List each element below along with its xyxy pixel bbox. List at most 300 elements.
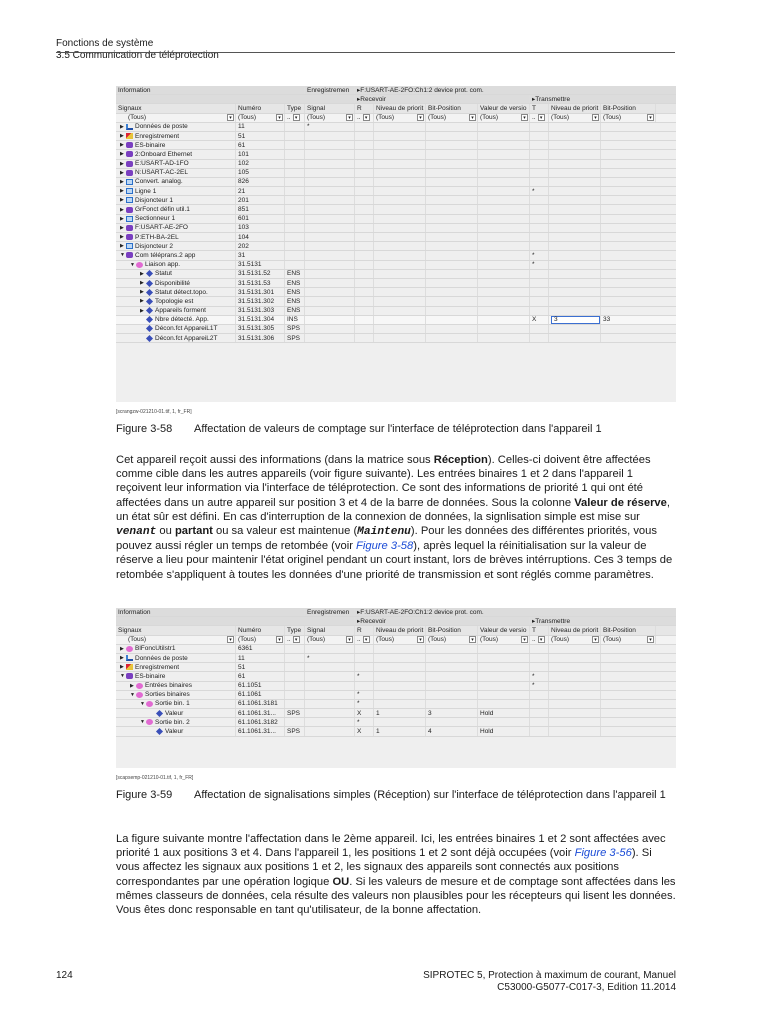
expand-icon[interactable]: ▶	[120, 133, 124, 140]
table-row[interactable]	[116, 261, 676, 270]
filter-value: (Tous)	[603, 636, 622, 644]
signal-name: BlFoncUtilstr1	[135, 645, 176, 653]
signal-number: 61	[238, 672, 246, 680]
signal-name: ES-binaire	[135, 141, 166, 149]
table-row[interactable]	[116, 233, 676, 242]
signal-name: Données de poste	[135, 654, 188, 662]
signal-number: 103	[238, 224, 249, 232]
expand-icon[interactable]: ▶	[140, 270, 144, 277]
expand-icon[interactable]: ▶	[120, 215, 124, 222]
table-row[interactable]	[116, 169, 676, 178]
figure-text: Affectation de valeurs de comptage sur l'interface de téléprotection dans l'appareil 1	[194, 423, 602, 435]
transmit-marker[interactable]: *	[532, 251, 535, 259]
filter-dropdown[interactable]	[238, 114, 284, 121]
group-record: Enregistremen	[307, 86, 350, 94]
bold-run: partant	[174, 525, 213, 538]
table-row[interactable]	[116, 682, 676, 691]
column-header[interactable]: Signaux	[118, 104, 142, 112]
signal-number: 21	[238, 187, 246, 195]
routing-matrix-table-2	[116, 608, 676, 768]
signal-number: 6361	[238, 645, 253, 653]
bold-run: Réception	[433, 454, 488, 466]
column-header[interactable]: Signal	[307, 104, 326, 112]
priority-input[interactable]	[551, 316, 600, 324]
signal-name: Nbre détecté. App.	[155, 316, 209, 324]
signal-number: 202	[238, 242, 249, 250]
signal-icon	[146, 270, 153, 277]
paragraph-1	[116, 453, 676, 582]
expand-icon[interactable]: ▶	[120, 243, 124, 250]
receive-priority[interactable]: 1	[376, 728, 380, 736]
table-row[interactable]	[116, 123, 676, 132]
expand-icon[interactable]: ▶	[120, 169, 124, 176]
filter-row	[116, 114, 676, 123]
filter-dropdown[interactable]	[128, 114, 235, 121]
column-header-row	[116, 626, 676, 635]
bold-run: Valeur de réserve	[574, 496, 667, 509]
signal-name: Topologie est	[155, 297, 194, 305]
filter-value: (Tous)	[428, 114, 447, 122]
column-header[interactable]: Type	[287, 626, 302, 634]
receive-bit-position[interactable]: 3	[428, 709, 432, 717]
expand-icon[interactable]: ▶	[140, 280, 144, 287]
signal-name: Sortie bin. 1	[155, 700, 190, 708]
signal-number: 105	[238, 169, 249, 177]
figure-source: [scapsemp-021210-01.tif, 1, fr_FR]	[116, 775, 194, 781]
expand-icon[interactable]: ▶	[120, 178, 124, 185]
function-group-icon	[126, 151, 133, 157]
table-row[interactable]	[116, 196, 676, 205]
transmit-marker[interactable]: *	[532, 261, 535, 269]
text-run: ), après lequel la réinitialisation sur la valeur de réserve a lieu pour maintenir l'état originel pendant un court instant, lors de brèves intérruptions. Ces 3 temps de retombée s'appliquent à toutes les données d'une priorité de transmission et sont réglés comme paramètres.	[116, 540, 673, 581]
expand-icon[interactable]: ▶	[120, 206, 124, 213]
table-row[interactable]	[116, 691, 676, 700]
expand-icon[interactable]: ▶	[120, 234, 124, 241]
signal-type: ENS	[287, 297, 301, 305]
chevron-down-icon[interactable]: ▾	[346, 636, 353, 643]
signal-name: Enregistrement	[135, 663, 180, 671]
expand-icon[interactable]: ▸	[357, 96, 361, 104]
signal-number: 61.1061.31...	[238, 709, 276, 717]
function-block-icon	[146, 719, 153, 725]
chevron-down-icon[interactable]: ▾	[346, 114, 353, 121]
filter-dropdown[interactable]	[376, 636, 425, 643]
table-row[interactable]	[116, 160, 676, 169]
signal-type: INS	[287, 316, 298, 324]
expand-icon[interactable]: ▶	[120, 664, 124, 671]
figure-number: Figure 3-59	[116, 789, 173, 801]
direction-header-row	[116, 617, 676, 626]
text-run: ). Si vous affectez les signaux aux positions 1 et 2, les signaux des appareils sont connectés aux positions correspondantes par une opération logique	[116, 847, 652, 888]
chevron-down-icon[interactable]: ▾	[521, 636, 528, 643]
transmit-marker[interactable]: X	[532, 316, 537, 324]
filter-dropdown[interactable]	[428, 114, 477, 121]
filter-value: (Tous)	[480, 114, 499, 122]
station-data-icon	[126, 124, 133, 130]
group-information: Information	[118, 86, 151, 94]
signal-number: 851	[238, 206, 249, 214]
signal-number: 31.5131.52	[238, 270, 271, 278]
filter-dropdown[interactable]	[376, 114, 425, 121]
table-row[interactable]	[116, 325, 676, 334]
table-row[interactable]	[116, 187, 676, 196]
signal-number: 826	[238, 178, 249, 186]
signal-name: GrFonct défin util.1	[135, 206, 190, 214]
filter-dropdown[interactable]	[307, 636, 354, 643]
column-header[interactable]: Niveau de priorit	[551, 104, 599, 112]
signal-name: ES-binaire	[135, 672, 166, 680]
signal-number: 61.1051	[238, 682, 262, 690]
expand-icon[interactable]: ▶	[130, 682, 134, 689]
signal-marker[interactable]: *	[307, 654, 310, 662]
function-group-icon	[126, 225, 133, 231]
table-row[interactable]	[116, 700, 676, 709]
function-group-icon	[126, 234, 133, 240]
table-row[interactable]	[116, 178, 676, 187]
signal-name: E:USART-AD-1FO	[135, 160, 189, 168]
chevron-down-icon[interactable]: ▾	[363, 114, 370, 121]
transmit-label: Transmettre	[535, 95, 571, 103]
receive-bit-position[interactable]: 4	[428, 728, 432, 736]
column-header[interactable]: Bit-Position	[428, 626, 461, 634]
chevron-down-icon[interactable]: ▾	[469, 114, 476, 121]
chevron-down-icon[interactable]: ▾	[293, 636, 300, 643]
table-row[interactable]	[116, 297, 676, 306]
receive-marker[interactable]: *	[357, 672, 360, 680]
chevron-down-icon[interactable]: ▾	[293, 114, 300, 121]
filter-value: (Tous)	[376, 636, 395, 644]
filter-value: (Tous)	[428, 636, 447, 644]
signal-type: ENS	[287, 270, 301, 278]
signal-name: Sectionneur 1	[135, 215, 176, 223]
recording-icon	[126, 133, 133, 139]
signal-icon	[146, 298, 153, 305]
column-header[interactable]: Type	[287, 104, 302, 112]
signal-type: SPS	[287, 334, 301, 342]
table-row[interactable]	[116, 727, 676, 736]
signal-icon	[146, 325, 153, 332]
column-header-row	[116, 104, 676, 113]
chevron-down-icon[interactable]: ▾	[538, 636, 545, 643]
signal-number: 101	[238, 150, 249, 158]
table-row[interactable]	[116, 279, 676, 288]
figure-link[interactable]: Figure 3-58	[356, 540, 414, 553]
filter-dropdown[interactable]	[128, 636, 235, 643]
column-header[interactable]: Valeur de versio	[480, 104, 527, 112]
table-row[interactable]	[116, 242, 676, 251]
function-icon	[126, 216, 133, 222]
signal-name: Données de poste	[135, 123, 188, 131]
filter-ellipsis[interactable]: ..	[532, 114, 536, 122]
page-header	[56, 38, 675, 61]
chevron-down-icon[interactable]: ▾	[276, 114, 283, 121]
signal-number: 61	[238, 141, 246, 149]
column-header[interactable]: Signal	[307, 626, 326, 634]
expand-icon[interactable]: ▶	[140, 298, 144, 305]
section-title: 3.5 Communication de téléprotection	[56, 49, 219, 61]
device-label: F:USART-AE-2FO:Ch1:2 device prot. com.	[360, 608, 484, 616]
column-header[interactable]: R	[357, 104, 362, 112]
transmit-marker[interactable]: *	[532, 187, 535, 195]
footer-doc-info	[423, 970, 676, 994]
collapse-icon[interactable]: ▼	[140, 700, 145, 707]
column-header[interactable]: Bit-Position	[603, 626, 636, 634]
signal-number: 31.5131	[238, 261, 262, 269]
signal-type: ENS	[287, 288, 301, 296]
chevron-down-icon[interactable]: ▾	[647, 636, 654, 643]
function-group-icon	[126, 170, 133, 176]
filter-value: (Tous)	[128, 636, 147, 644]
signal-number: 31	[238, 251, 246, 259]
signal-number: 102	[238, 160, 249, 168]
table-row[interactable]	[116, 141, 676, 150]
chevron-down-icon[interactable]: ▾	[592, 636, 599, 643]
routing-matrix-table-1	[116, 86, 676, 402]
expand-icon[interactable]: ▸	[532, 618, 536, 626]
signal-type: SPS	[287, 728, 301, 736]
column-header[interactable]: Bit-Position	[603, 104, 636, 112]
chapter-title: Fonctions de système	[56, 38, 154, 49]
table-row[interactable]	[116, 224, 676, 233]
filter-dropdown[interactable]	[238, 636, 284, 643]
signal-name: F:USART-AE-2FO	[135, 224, 188, 232]
expand-icon[interactable]: ▶	[120, 188, 124, 195]
text-run: Cet appareil reçoit aussi des informations (dans la matrice sous	[116, 454, 434, 466]
signal-icon	[146, 335, 153, 342]
footer-edition: C53000-G5077-C017-3, Edition 11.2014	[497, 982, 676, 993]
figure-link[interactable]: Figure 3-56	[574, 847, 632, 860]
function-group-icon	[126, 161, 133, 167]
table-row[interactable]	[116, 251, 676, 260]
device-label: F:USART-AE-2FO:Ch1:2 device prot. com.	[360, 86, 484, 94]
signal-number: 601	[238, 215, 249, 223]
table-row[interactable]	[116, 672, 676, 681]
column-header[interactable]: Niveau de priorit	[376, 626, 424, 634]
signal-icon	[156, 728, 163, 735]
table-row[interactable]	[116, 645, 676, 654]
chevron-down-icon[interactable]: ▾	[227, 114, 234, 121]
signal-name: N:USART-AC-2EL	[135, 169, 188, 177]
expand-icon[interactable]: ▶	[140, 307, 144, 314]
text-run: ou sa valeur est maintenue (	[212, 525, 358, 538]
filter-ellipsis[interactable]: ..	[287, 636, 291, 644]
chevron-down-icon[interactable]: ▾	[363, 636, 370, 643]
expand-icon[interactable]: ▶	[120, 160, 124, 167]
filter-value: (Tous)	[307, 114, 326, 122]
column-header[interactable]: Numéro	[238, 104, 262, 112]
receive-marker[interactable]: *	[357, 700, 360, 708]
expand-icon[interactable]: ▶	[120, 645, 124, 652]
transmit-marker[interactable]: *	[532, 682, 535, 690]
chevron-down-icon[interactable]: ▾	[276, 636, 283, 643]
expand-icon[interactable]: ▶	[120, 142, 124, 149]
signal-number: 31.5131.53	[238, 279, 271, 287]
receive-marker[interactable]: *	[357, 718, 360, 726]
table-row[interactable]	[116, 270, 676, 279]
filter-dropdown[interactable]	[428, 636, 477, 643]
direction-header-row	[116, 95, 676, 104]
expand-icon[interactable]: ▶	[120, 655, 124, 662]
table-row[interactable]	[116, 709, 676, 718]
chevron-down-icon[interactable]: ▾	[227, 636, 234, 643]
filter-row	[116, 636, 676, 645]
receive-marker[interactable]: *	[357, 691, 360, 699]
receive-label: Recevoir	[360, 617, 386, 625]
expand-icon[interactable]: ▶	[120, 224, 124, 231]
table-row[interactable]	[116, 718, 676, 727]
receive-priority[interactable]: 1	[376, 709, 380, 717]
function-block-icon	[136, 683, 143, 689]
expand-icon[interactable]: ▸	[357, 618, 361, 626]
signal-icon	[146, 316, 153, 323]
function-block-icon	[126, 646, 133, 652]
table-row[interactable]	[116, 316, 676, 325]
column-header[interactable]: Niveau de priorit	[376, 104, 424, 112]
column-header[interactable]: T	[532, 626, 536, 634]
signal-name: Statut	[155, 270, 172, 278]
table-row[interactable]	[116, 288, 676, 297]
column-header[interactable]: Niveau de priorit	[551, 626, 599, 634]
table-row[interactable]	[116, 150, 676, 159]
group-header-row	[116, 608, 676, 617]
signal-type: SPS	[287, 709, 301, 717]
function-group-icon	[126, 142, 133, 148]
signal-name: Valeur	[165, 728, 184, 736]
chevron-down-icon[interactable]: ▾	[469, 636, 476, 643]
table-row[interactable]	[116, 663, 676, 672]
expand-icon[interactable]: ▸	[357, 609, 361, 617]
signal-number: 31.5131.302	[238, 297, 275, 305]
filter-dropdown[interactable]	[603, 114, 655, 121]
expand-icon[interactable]: ▶	[120, 197, 124, 204]
signal-type: ENS	[287, 279, 301, 287]
column-header[interactable]: Valeur de versio	[480, 626, 527, 634]
filter-ellipsis[interactable]: ..	[287, 114, 291, 122]
chevron-down-icon[interactable]: ▾	[417, 114, 424, 121]
page-number: 124	[56, 970, 73, 981]
filter-ellipsis[interactable]: ..	[357, 636, 361, 644]
signal-name: Com téléprans.2 app	[135, 251, 196, 259]
filter-value: (Tous)	[307, 636, 326, 644]
signal-number: 61.1061.3181	[238, 700, 278, 708]
column-header[interactable]: Signaux	[118, 626, 142, 634]
filter-dropdown[interactable]	[480, 636, 529, 643]
collapse-icon[interactable]: ▼	[120, 252, 125, 259]
signal-icon	[146, 279, 153, 286]
table-row[interactable]	[116, 132, 676, 141]
collapse-icon[interactable]: ▼	[130, 261, 135, 268]
signal-type: SPS	[287, 325, 301, 333]
column-header[interactable]: T	[532, 104, 536, 112]
transmit-marker[interactable]: *	[532, 672, 535, 680]
expand-icon[interactable]: ▶	[120, 123, 124, 130]
collapse-icon[interactable]: ▼	[120, 673, 125, 680]
column-header[interactable]: Bit-Position	[428, 104, 461, 112]
filter-dropdown[interactable]	[551, 114, 600, 121]
expand-icon[interactable]: ▶	[140, 289, 144, 296]
signal-name: P:ETH-BA-2EL	[135, 233, 179, 241]
filter-dropdown[interactable]	[307, 114, 354, 121]
receive-marker[interactable]: X	[357, 709, 362, 717]
signal-number: 31.5131.303	[238, 307, 275, 315]
group-information: Information	[118, 608, 151, 616]
signal-name: Décon.fct AppareiL1T	[155, 325, 218, 333]
signal-name: Disjoncteur 2	[135, 242, 173, 250]
signal-marker[interactable]: *	[307, 123, 310, 131]
signal-name: Sortie bin. 2	[155, 718, 190, 726]
signal-number: 11	[238, 654, 245, 662]
chevron-down-icon[interactable]: ▾	[538, 114, 545, 121]
filter-value: (Tous)	[376, 114, 395, 122]
table-row[interactable]	[116, 307, 676, 316]
function-block-icon	[136, 262, 143, 268]
column-header[interactable]: Numéro	[238, 626, 262, 634]
signal-name: Appareils forment	[155, 307, 206, 315]
transmit-bit-position[interactable]: 33	[603, 316, 611, 324]
figure-source: [scrangzw-021210-01.tif, 1, fr_FR]	[116, 409, 192, 415]
signal-name: Décon.fct AppareiL2T	[155, 334, 218, 342]
receive-marker[interactable]: X	[357, 728, 362, 736]
reserve-value[interactable]: Hold	[480, 709, 494, 717]
table-row[interactable]	[116, 205, 676, 214]
text-run: ). Celles-ci doivent être affectées comme cible dans les autres appareils (voir figure suivante). Les entrées binaires 1 et 2 dans l'appareil 1 reçoivent leur information via l'interface de téléprotection. Ce sont des informations de priorité 1 qui ont été affectées dans un autre appareil sur position 3 et 4 de la barre de données. Sous la colonne	[116, 454, 651, 509]
bold-run: OU	[332, 875, 350, 888]
collapse-icon[interactable]: ▼	[140, 719, 145, 726]
chevron-down-icon[interactable]: ▾	[521, 114, 528, 121]
chevron-down-icon[interactable]: ▾	[417, 636, 424, 643]
table-row[interactable]	[116, 215, 676, 224]
filter-ellipsis[interactable]: ..	[357, 114, 361, 122]
receive-label: Recevoir	[360, 95, 386, 103]
function-icon	[126, 188, 133, 194]
signal-name: Entrées binaires	[145, 682, 192, 690]
expand-icon[interactable]: ▶	[120, 151, 124, 158]
chevron-down-icon[interactable]: ▾	[592, 114, 599, 121]
reserve-value[interactable]: Hold	[480, 728, 494, 736]
text-run: . Si les valeurs de mesure et de comptage sont affectées dans les mêmes classeurs de données, cela résulte des valeurs non plausibles pour les récepteurs qui lisent les données. Vous êtes donc responsable en tant qu'utilisateur, de la bonne affectation.	[116, 875, 676, 917]
filter-dropdown[interactable]	[480, 114, 529, 121]
code-run: Maintenu	[357, 526, 411, 539]
signal-type: ENS	[287, 307, 301, 315]
filter-value: (Tous)	[551, 114, 570, 122]
signal-name: Liaison app.	[145, 261, 181, 269]
expand-icon[interactable]: ▸	[532, 96, 536, 104]
transmit-label: Transmettre	[535, 617, 571, 625]
text-run: La figure suivante montre l'affectation dans le 2ème appareil. Ici, les entrées binaires 1 et 2 sont affectées avec priorité 1 aux positions 3 et 4. Dans l'appareil 1, les positions 1 et 2 sont déjà occupées (voir	[116, 833, 666, 860]
figure-text: Affectation de signalisations simples (Réception) sur l'interface de téléprotection dans l'appareil 1	[194, 789, 666, 801]
filter-dropdown[interactable]	[551, 636, 600, 643]
signal-number: 61.1061.31...	[238, 728, 276, 736]
collapse-icon[interactable]: ▼	[130, 691, 135, 698]
filter-dropdown[interactable]	[603, 636, 655, 643]
filter-ellipsis[interactable]: ..	[532, 636, 536, 644]
paragraph-2	[116, 832, 676, 917]
signal-number: 61.1061	[238, 691, 262, 699]
text-run: , un état sûr est défini. En cas d'interruption de la connexion de données, la signlisation simple est mise sur	[116, 496, 670, 523]
function-icon	[126, 243, 133, 249]
chevron-down-icon[interactable]: ▾	[647, 114, 654, 121]
column-header[interactable]: R	[357, 626, 362, 634]
filter-value: (Tous)	[128, 114, 147, 122]
signal-name: Enregistrement	[135, 132, 180, 140]
table-row[interactable]	[116, 654, 676, 663]
table-row[interactable]	[116, 334, 676, 343]
signal-number: 31.5131.304	[238, 316, 275, 324]
expand-icon[interactable]: ▸	[357, 87, 361, 95]
signal-number: 31.5131.305	[238, 325, 275, 333]
signal-name: Ligne 1	[135, 187, 157, 195]
signal-number: 11	[238, 123, 245, 131]
